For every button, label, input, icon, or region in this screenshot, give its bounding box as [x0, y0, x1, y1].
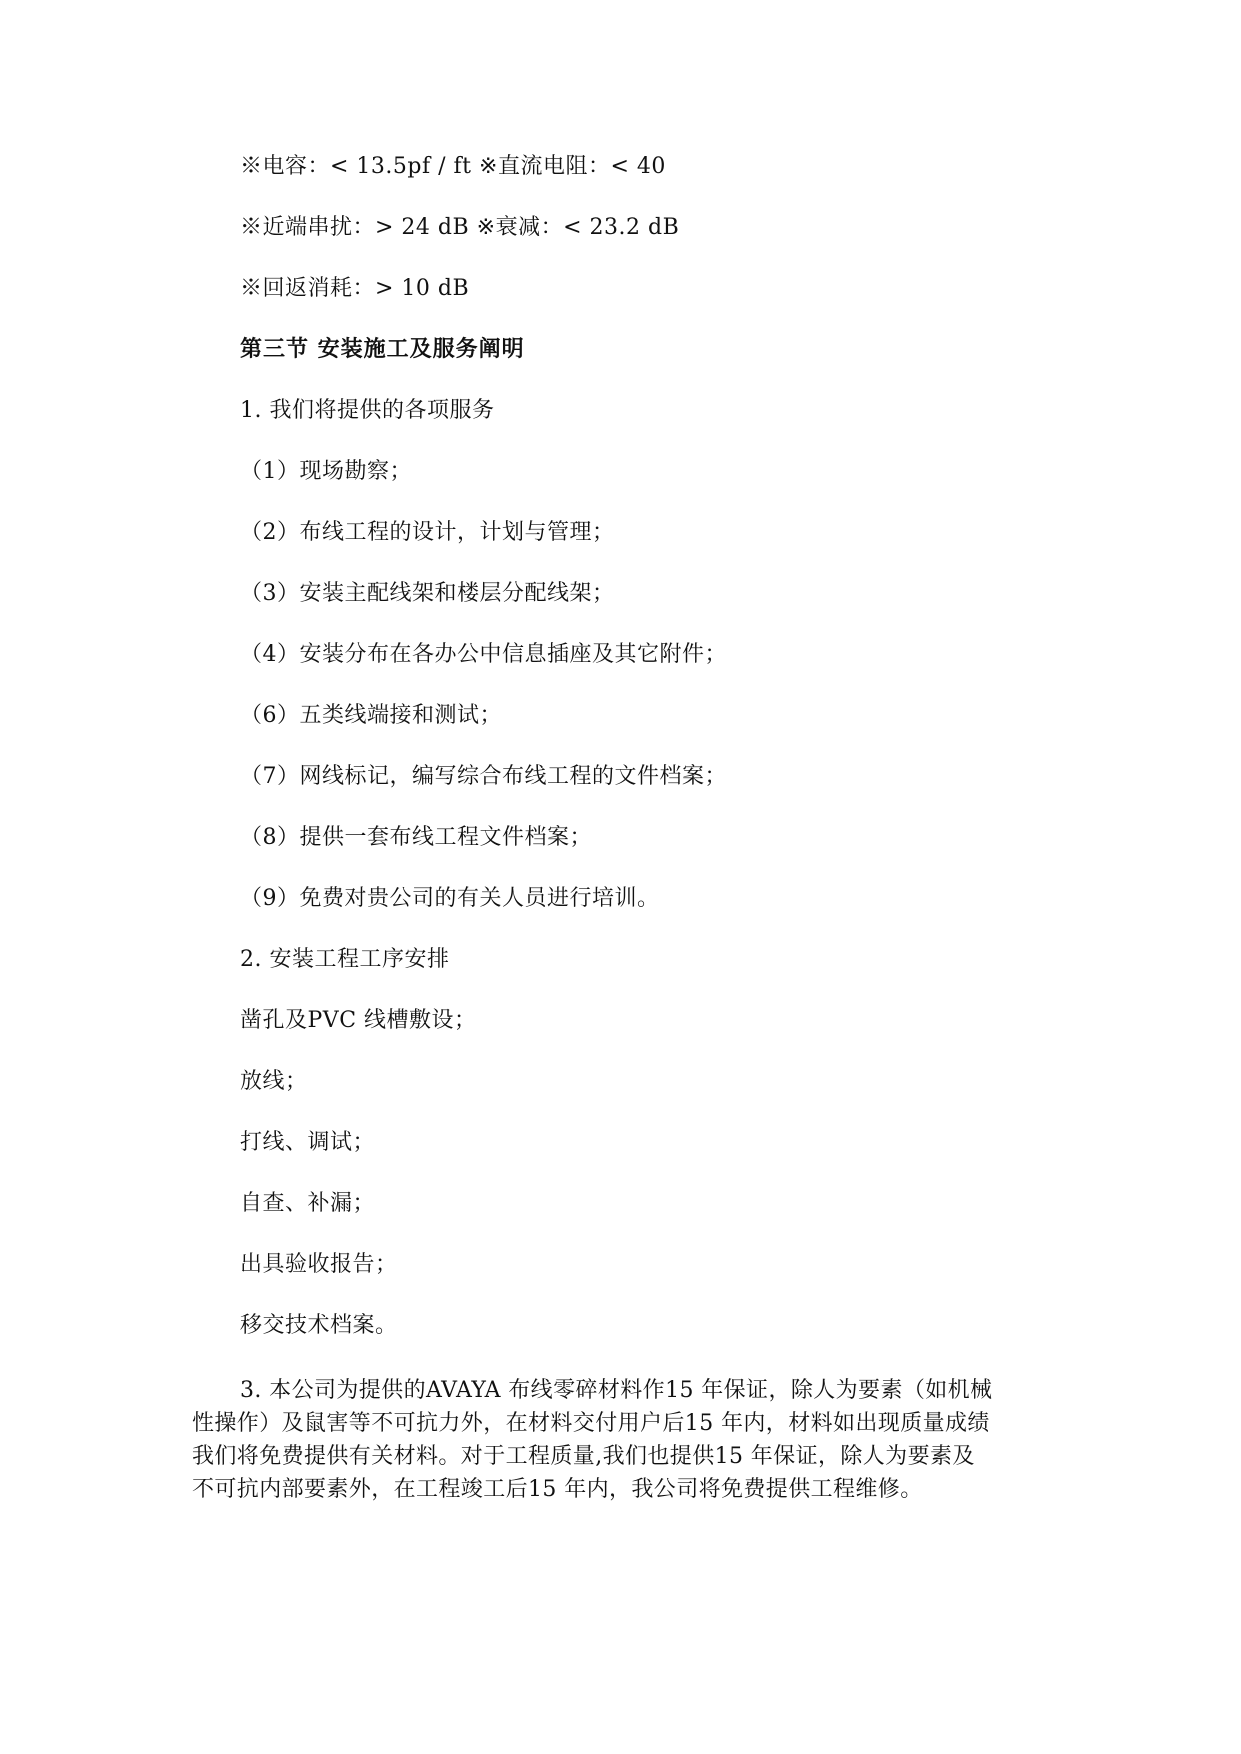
procedure-item: 出具验收报告；	[240, 1252, 398, 1277]
service-item: （6）五类线端接和测试；	[240, 703, 502, 728]
service-item: （1）现场勘察；	[240, 459, 412, 484]
service-item: （7）网线标记，编写综合布线工程的文件档案；	[240, 764, 727, 789]
service-item: （2）布线工程的设计，计划与管理；	[240, 520, 615, 545]
procedure-item: 移交技术档案。	[240, 1313, 398, 1338]
spec-crosstalk-attenuation: ※近端串扰：> 24 dB ※衰减：< 23.2 dB	[240, 215, 680, 240]
service-item: （3）安装主配线架和楼层分配线架；	[240, 581, 615, 606]
service-item: （4）安装分布在各办公中信息插座及其它附件；	[240, 642, 727, 667]
warranty-paragraph	[192, 1374, 1062, 1506]
service-item: （8）提供一套布线工程文件档案；	[240, 825, 592, 850]
spec-capacitance-resistance: ※电容：< 13.5pf / ft ※直流电阻：< 40	[240, 154, 666, 179]
warranty-line: 性操作）及鼠害等不可抗力外，在材料交付用户后15 年内，材料如出现质量成绩	[192, 1411, 990, 1436]
warranty-line: 不可抗内部要素外，在工程竣工后15 年内，我公司将免费提供工程维修。	[192, 1477, 923, 1502]
warranty-line: 我们将免费提供有关材料。对于工程质量,我们也提供15 年保证，除人为要素及	[192, 1444, 975, 1469]
service-item: （9）免费对贵公司的有关人员进行培训。	[240, 886, 660, 911]
procedure-heading: 2. 安装工程工序安排	[240, 947, 450, 972]
procedure-item: 自查、补漏；	[240, 1191, 376, 1216]
procedure-item: 打线、调试；	[240, 1130, 376, 1155]
spec-return-loss: ※回返消耗：> 10 dB	[240, 276, 470, 301]
section-title: 第三节 安装施工及服务阐明	[240, 337, 525, 362]
procedure-item: 凿孔及PVC 线槽敷设；	[240, 1008, 477, 1033]
services-heading: 1. 我们将提供的各项服务	[240, 398, 495, 423]
procedure-item: 放线；	[240, 1069, 308, 1094]
warranty-line: 3. 本公司为提供的AVAYA 布线零碎材料作15 年保证，除人为要素（如机械	[240, 1378, 993, 1403]
